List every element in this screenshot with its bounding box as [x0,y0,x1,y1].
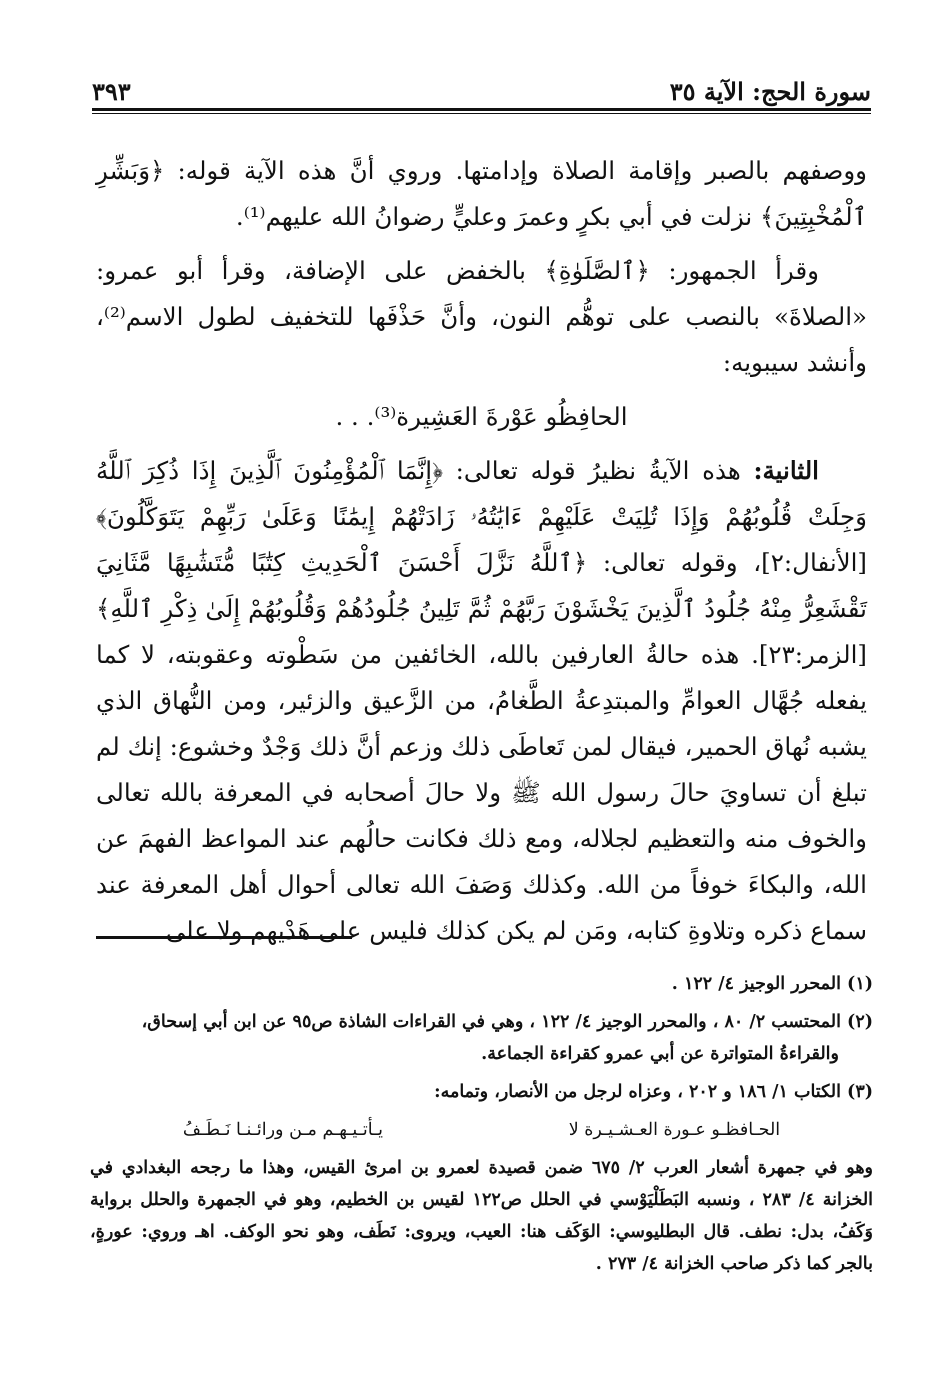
header-rule [92,108,871,111]
footnotes [90,968,873,1286]
footnote-separator [96,936,352,939]
main-text [96,148,867,962]
paragraph-3-text: هذه الآيةُ نظيرُ قوله تعالى: ﴿إِنَّمَا ٱلْمُؤْمِنُونَ ٱلَّذِينَ إِذَا ذُكِرَ ٱللَّهُ وَجِلَتْ قُلُوبُهُمْ وَإِذَا تُلِيَتْ عَلَيْهِمْ ءَايَٰتُهُۥ زَادَتْهُمْ إِيمَٰنًا وَعَلَىٰ رَبِّهِمْ يَتَوَكَّلُونَ﴾ [الأنفال:٢]، وقوله تعالى: ﴿ٱللَّهُ نَزَّلَ أَحْسَنَ ٱلْحَدِيثِ كِتَٰبًا مُّتَشَٰبِهًا مَّثَانِيَ تَقْشَعِرُّ مِنْهُ جُلُودُ ٱلَّذِينَ يَخْشَوْنَ رَبَّهُمْ ثُمَّ تَلِينُ جُلُودُهُمْ وَقُلُوبُهُمْ إِلَىٰ ذِكْرِ ٱللَّهِ﴾ [الزمر:٢٣]. هذه حالةُ العارفين بالله، الخائفين من سَطْوته وعقوبته، لا كما يفعله جُهَّال العوامِّ والمبتدِعةُ الطَّغامُ، من الزَّعيق والزئير، ومن النُّهاق الذي يشبه نُهاق الحمير، فيقال لمن تَعاطَى ذلك وزعم أنَّ ذلك وَجْدٌ وخشوع: إنك لم تبلغ أن تساويَ حالَ رسول الله ﷺ ولا حالَ أصحابه في المعرفة بالله تعالى والخوف منه والتعظيم لجلاله، ومع ذلك فكانت حالُهم عند المواعظ الفهمَ عن الله، والبكاءَ خوفاً من الله. وكذلك وَصَفَ الله تعالى أحوال أهل المعرفة عند سماع ذكره وتلاوةِ كتابه، ومَن لم يكن كذلك فليس على هَدْيهم ولا على [96,456,867,945]
poem-second-hemistich: يـأتـيـهـم مـن ورائـنـا نَـطَـفُ [182,1120,384,1140]
section-label: الثانية: [753,456,819,485]
footnote-1: (١) المحرر الوجيز ٤/ ١٢٢ . [671,974,873,994]
paragraph-1: ووصفهم بالصبر وإقامة الصلاة وإدامتها. وروي أنَّ هذه الآية قوله: ﴿وَبَشِّرِ ٱلْمُخْبِتِينَ﴾ نزلت في أبي بكرٍ وعمرَ وعليٍّ رضوانُ الله عليهم⁽¹⁾. [96,156,867,231]
page-header [92,74,871,108]
running-title: سورة الحج: الآية ٣٥ [669,76,871,106]
paragraph-3 [96,448,867,954]
footnote-2-continued: والقراءةُ المتواترة عن أبي عمرو كقراءة الجماعة. [481,1044,839,1064]
footnote-3: (٣) الكتاب ١/ ١٨٦ و ٢٠٢ ، وعزاه لرجل من الأنصار، وتمامه: [434,1082,873,1102]
poem-first-hemistich: الحـافظـو عـورة العـشـيـرة لا [568,1120,781,1140]
footnote-poem [90,1114,873,1146]
header-rule-thin [92,113,871,114]
footnote-2: (٢) المحتسب ٢/ ٨٠ ، والمحرر الوجيز ٤/ ١٢٢ ، وهي في القراءات الشاذة ص٩٥ عن ابن أبي إسحاق، [141,1012,873,1032]
page-number: ٣٩٣ [92,76,131,106]
paragraph-2: وقرأ الجمهور: ﴿ٱلصَّلَوٰةِ﴾ بالخفض على الإضافة، وقرأ أبو عمرو: «الصلاةَ» بالنصب على توهُّم النون، وأنَّ حَذْفَها للتخفيف لطول الاسم⁽²⁾، وأنشد سيبويه: [96,256,867,377]
footnote-3-continued: وهو في جمهرة أشعار العرب ٢/ ٦٧٥ ضمن قصيدة لعمرو بن امرئ القيس، وهذا ما رجحه البغدادي في الخزانة ٤/ ٢٨٣ ، ونسبه البَطَلْيَوْسي في الحلل ص١٢٢ لقيس بن الخطيم، وهو في الجمهرة والحلل برواية وَكَفُ، بدل: نطف. قال البطليوسي: الوَكَف هنا: العيب، ويروى: نَطَف، وهو نحو الوكف. اهـ وروي: عورةٍ، بالجر كما ذكر صاحب الخزانة ٤/ ٢٧٣ . [90,1158,874,1274]
poem-quote: الحافِظُو عَوْرةَ العَشِيرة⁽³⁾. . . [335,402,628,431]
